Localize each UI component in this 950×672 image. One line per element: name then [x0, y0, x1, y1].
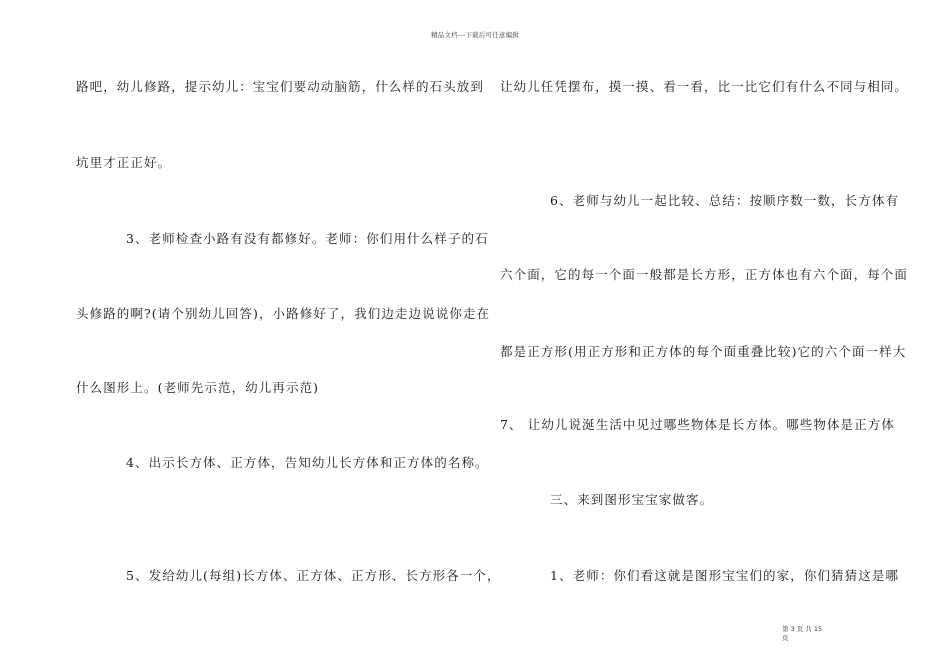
right-line-6: 三、来到图形宝宝家做客。	[550, 492, 714, 507]
page-number	[782, 625, 834, 643]
right-line-5: 7、 让幼儿说涎生活中见过哪些物体是长方体。哪些物体是正方体	[500, 417, 895, 432]
left-line-3: 3、老师检查小路有没有都修好。老师：你们用什么样子的石	[126, 231, 489, 246]
right-line-1: 让幼儿任凭摆布，摸一摸、看一看，比一比它们有什么不同与相同。	[500, 79, 909, 94]
right-line-3: 六个面，它的每一个面一般都是长方形，正方体也有六个面，每个面	[500, 267, 909, 282]
right-line-2: 6、老师与幼儿一起比较、总结：按顺序数一数，长方体有	[550, 193, 900, 208]
right-line-7: 1、老师：你们看这就是图形宝宝们的家，你们猜猜这是哪	[550, 568, 900, 583]
page-number-line-2: 页	[782, 634, 789, 642]
left-line-4: 头修路的啊?(请个别幼儿回答)，小路修好了，我们边走边说说你走在	[76, 306, 491, 321]
left-line-1: 路吧，幼儿修路，提示幼儿：宝宝们要动动脑筋，什么样的石头放到	[76, 79, 485, 94]
page-number-line-1: 第 3 页 共 15	[782, 625, 823, 633]
page-header: 精品文档---下载后可任意编辑	[430, 31, 520, 39]
right-line-4: 都是正方形(用正方形和正方体的每个面重叠比较)它的六个面一样大	[500, 344, 907, 359]
left-line-6: 4、出示长方体、正方体，告知幼儿长方体和正方体的名称。	[126, 455, 489, 470]
left-line-2: 坑里才正正好。	[76, 155, 172, 170]
left-line-5: 什么图形上。(老师先示范，幼儿再示范)	[76, 380, 320, 395]
left-line-7: 5、发给幼儿(每组)长方体、正方体、正方形、长方形各一个，	[126, 568, 501, 583]
